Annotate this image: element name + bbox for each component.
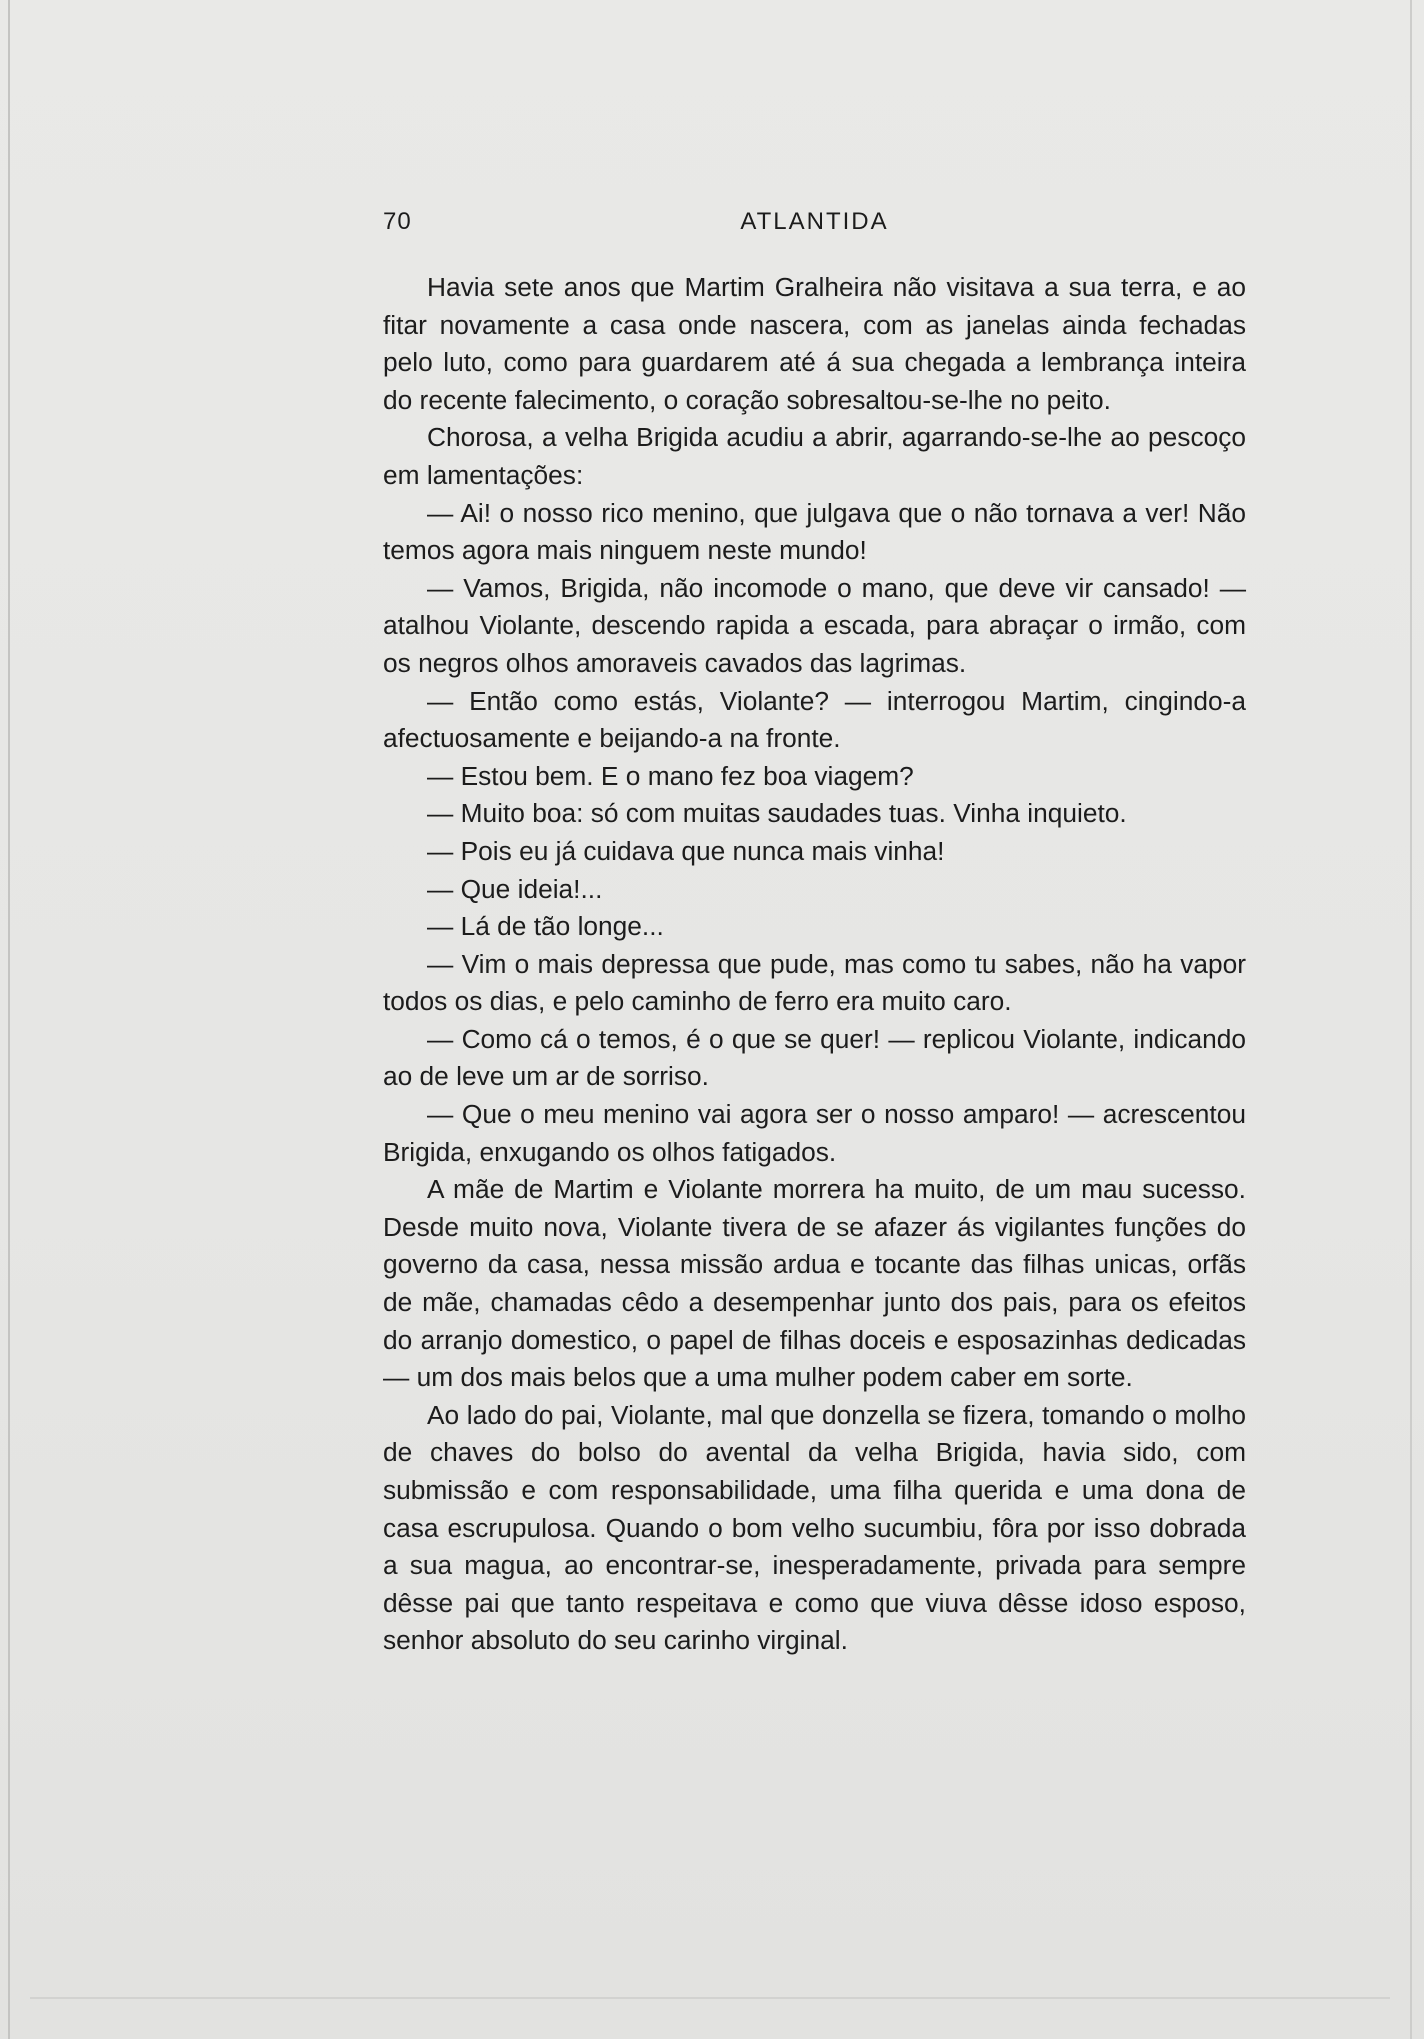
dialogue-line: — Que o meu menino vai agora ser o nosso amparo! — acrescentou Brigida, enxugando os olhos fatigados. xyxy=(383,1099,1246,1167)
page-header xyxy=(383,208,1246,242)
dialogue-line: — Vim o mais depressa que pude, mas como tu sabes, não ha vapor todos os dias, e pelo caminho de ferro era muito caro. xyxy=(383,948,1246,1017)
page-edge-right xyxy=(1410,0,1412,2039)
paragraph: Chorosa, a velha Brigida acudiu a abrir, agarrando-se-lhe ao pescoço em lamentações: xyxy=(383,422,1246,490)
dialogue-line: — Ai! o nosso rico menino, que julgava que o não tornava a ver! Não temos agora mais ninguem neste mundo! xyxy=(383,497,1246,566)
body-text xyxy=(383,269,1246,1660)
dialogue-line: — Muito boa: só com muitas saudades tuas. Vinha inquieto. xyxy=(427,798,1127,829)
paragraph: Ao lado do pai, Violante, mal que donzella se fizera, tomando o molho de chaves do bolso do avental da velha Brigida, havia sido, com submissão e com responsabilidade, uma filha querida e uma dona de casa escrupulosa. Quando o bom velho sucumbiu, fôra por isso dobrada a sua magua, ao encontrar-se, inesperadamente, privada para sempre dêsse pai que tanto respeitava e como que viuva dêsse idoso esposo, senhor absoluto do seu carinho virginal. xyxy=(383,1399,1246,1656)
dialogue-line: — Vamos, Brigida, não incomode o mano, que deve vir cansado! — atalhou Violante, descendo rapida a escada, para abraçar o irmão, com os negros olhos amoraveis cavados das lagrimas. xyxy=(383,572,1246,678)
dialogue-line: — Lá de tão longe... xyxy=(427,911,664,942)
paragraph: Havia sete anos que Martim Gralheira não visitava a sua terra, e ao fitar novamente a casa onde nascera, com as janelas ainda fechadas pelo luto, como para guardarem até á sua chegada a lembrança inteira do recente falecimento, o coração sobresaltou-se-lhe no peito. xyxy=(383,272,1246,415)
dialogue-line: — Então como estás, Violante? — interrogou Martim, cingindo-a afectuosamente e beijando-a na fronte. xyxy=(383,685,1246,754)
page-number: 70 xyxy=(383,208,412,235)
paragraph: A mãe de Martim e Violante morrera ha muito, de um mau sucesso. Desde muito nova, Violante tivera de se afazer ás vigilantes funções do governo da casa, nessa missão ardua e tocante das filhas unicas, orfãs de mãe, chamadas cêdo a desempenhar junto dos pais, para os efeitos do arranjo domestico, o papel de filhas doceis e esposazinhas dedicadas — um dos mais belos que a uma mulher podem caber em sorte. xyxy=(383,1174,1246,1393)
dialogue-line: — Estou bem. E o mano fez boa viagem? xyxy=(427,760,914,791)
dialogue-line: — Como cá o temos, é o que se quer! — replicou Violante, indicando ao de leve um ar de sorriso. xyxy=(383,1023,1246,1092)
page-edge-left xyxy=(8,0,10,2039)
running-title: ATLANTIDA xyxy=(740,208,889,235)
dialogue-line: — Que ideia!... xyxy=(427,873,603,904)
dialogue-line: — Pois eu já cuidava que nunca mais vinha! xyxy=(427,835,945,866)
page-edge-bottom xyxy=(30,1997,1390,1999)
